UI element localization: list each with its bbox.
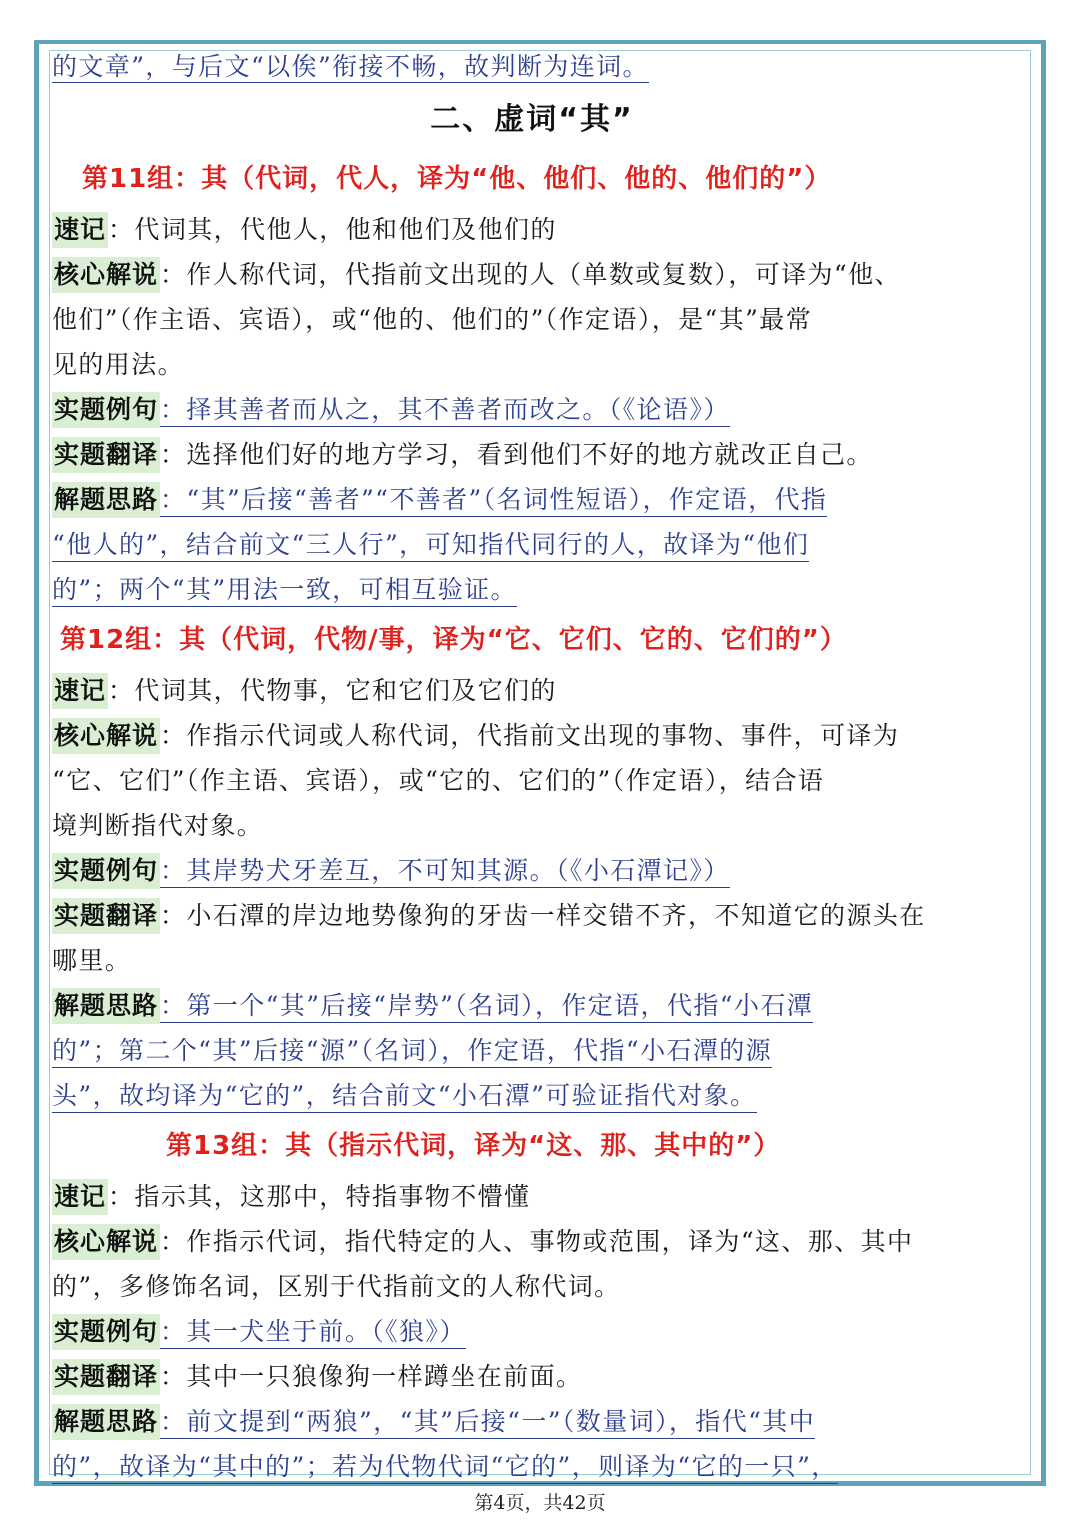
group-title: 第13组：其（指示代词，译为“这、那、其中的”） [166,1131,781,1161]
liju-text: 其一犬坐于前。（《狼》） [186,1317,466,1346]
liju-text: 其岸势犬牙差互，不可知其源。（《小石潭记》） [186,856,730,885]
hexin-line [52,1264,1012,1309]
silu-line [52,983,1012,1028]
silu-text: 头”，故均译为“它的”，结合前文“小石潭”可验证指代对象。 [52,1081,757,1113]
continuation-text: 的文章”，与后文“以俟”衔接不畅，故判断为连词。 [52,52,649,81]
liju-label: 实题例句 [52,853,160,889]
silu-line [52,1399,1012,1444]
colon: ： [160,440,187,469]
hexin-text: 他们”（作主语、宾语），或“他的、他们的”（作定语），是“其”最常 [52,305,813,334]
silu-text-wrap: ：“其”后接“善者”“不善者”（名词性短语），作定语，代指 [160,485,827,517]
colon: ： [108,215,135,244]
hexin-line [52,1219,1012,1264]
suji-line [52,207,1012,252]
fanyi-line [52,1354,1012,1399]
hexin-line [52,758,1012,803]
suji-text: 代词其，代物事，它和它们及它们的 [134,676,557,705]
fanyi-text: 选择他们好的地方学习，看到他们不好的地方就改正自己。 [186,440,873,469]
fanyi-text: 小石潭的岸边地势像狗的牙齿一样交错不齐，不知道它的源头在 [186,901,926,930]
hexin-text: 作指示代词，指代特定的人、事物或范围，译为“这、那、其中 [186,1227,914,1256]
fanyi-line [52,893,1012,938]
silu-label: 解题思路 [52,988,160,1024]
section-title: 二、虚词“其” [430,102,634,137]
silu-line [52,1444,1012,1489]
page-content [52,44,1012,1489]
colon: ： [108,1182,135,1211]
suji-label: 速记 [52,1179,108,1215]
silu-label: 解题思路 [52,1404,160,1440]
suji-text: 代词其，代他人，他和他们及他们的 [134,215,557,244]
page-footer: 第4页，共42页 [474,1492,606,1514]
hexin-line [52,297,1012,342]
fanyi-label: 实题翻译 [52,898,160,934]
hexin-line [52,713,1012,758]
silu-text: 前文提到“两狼”，“其”后接“一”（数量词），指代“其中 [186,1407,816,1436]
silu-text: 的”，故译为“其中的”；若为代物代词“它的”，则译为“它的一只”， [52,1452,838,1484]
fanyi-line [52,938,1012,983]
colon: ： [160,260,187,289]
liju-text: 择其善者而从之，其不善者而改之。（《论语》） [186,395,730,424]
hexin-label: 核心解说 [52,257,160,293]
liju-label: 实题例句 [52,1314,160,1350]
fanyi-line [52,432,1012,477]
colon: ： [160,901,187,930]
hexin-text: “它、它们”（作主语、宾语），或“它的、它们的”（作定语），结合语 [52,766,825,795]
group-title: 第11组：其（代词，代人，译为“他、他们、他的、他们的”） [82,164,832,194]
group-title: 第12组：其（代词，代物/事，译为“它、它们、它的、它们的”） [60,625,847,655]
fanyi-text: 哪里。 [52,946,132,975]
suji-text: 指示其，这那中，特指事物不懵懂 [134,1182,531,1211]
hexin-text: 的”，多修饰名词，区别于代指前文的人称代词。 [52,1272,621,1301]
liju-text-wrap: ：其岸势犬牙差互，不可知其源。（《小石潭记》） [160,856,730,888]
groups-container [52,151,1012,1489]
silu-line [52,477,1012,522]
colon: ： [160,721,187,750]
hexin-text: 作指示代词或人称代词，代指前文出现的事物、事件，可译为 [186,721,900,750]
colon: ： [160,1362,187,1391]
hexin-line [52,252,1012,297]
continuation-line [52,44,1012,89]
silu-text: “其”后接“善者”“不善者”（名词性短语），作定语，代指 [186,485,828,514]
hexin-text: 境判断指代对象。 [52,811,264,840]
silu-text: “他人的”，结合前文“三人行”，可知指代同行的人，故译为“他们 [52,530,809,562]
silu-line [52,1073,1012,1118]
fanyi-text: 其中一只狼像狗一样蹲坐在前面。 [186,1362,583,1391]
silu-text-wrap: ：第一个“其”后接“岸势”（名词），作定语，代指“小石潭 [160,991,813,1023]
liju-label: 实题例句 [52,392,160,428]
silu-text: 的”；两个“其”用法一致，可相互验证。 [52,575,517,607]
hexin-text: 作人称代词，代指前文出现的人（单数或复数），可译为“他、 [186,260,901,289]
silu-line [52,567,1012,612]
silu-text: 的”；第二个“其”后接“源”（名词），作定语，代指“小石潭的源 [52,1036,772,1068]
suji-label: 速记 [52,212,108,248]
fanyi-label: 实题翻译 [52,437,160,473]
liju-text-wrap: ：其一犬坐于前。（《狼》） [160,1317,466,1349]
silu-line [52,1028,1012,1073]
silu-label: 解题思路 [52,482,160,518]
hexin-label: 核心解说 [52,718,160,754]
silu-text-wrap: ：前文提到“两狼”，“其”后接“一”（数量词），指代“其中 [160,1407,815,1439]
hexin-text: 见的用法。 [52,350,185,379]
hexin-label: 核心解说 [52,1224,160,1260]
suji-line [52,1174,1012,1219]
fanyi-label: 实题翻译 [52,1359,160,1395]
liju-line [52,387,1012,432]
colon: ： [160,1227,187,1256]
silu-line [52,522,1012,567]
silu-text: 第一个“其”后接“岸势”（名词），作定语，代指“小石潭 [186,991,814,1020]
liju-text-wrap: ：择其善者而从之，其不善者而改之。（《论语》） [160,395,730,427]
hexin-line [52,342,1012,387]
suji-label: 速记 [52,673,108,709]
liju-line [52,848,1012,893]
suji-line [52,668,1012,713]
liju-line [52,1309,1012,1354]
colon: ： [108,676,135,705]
hexin-line [52,803,1012,848]
